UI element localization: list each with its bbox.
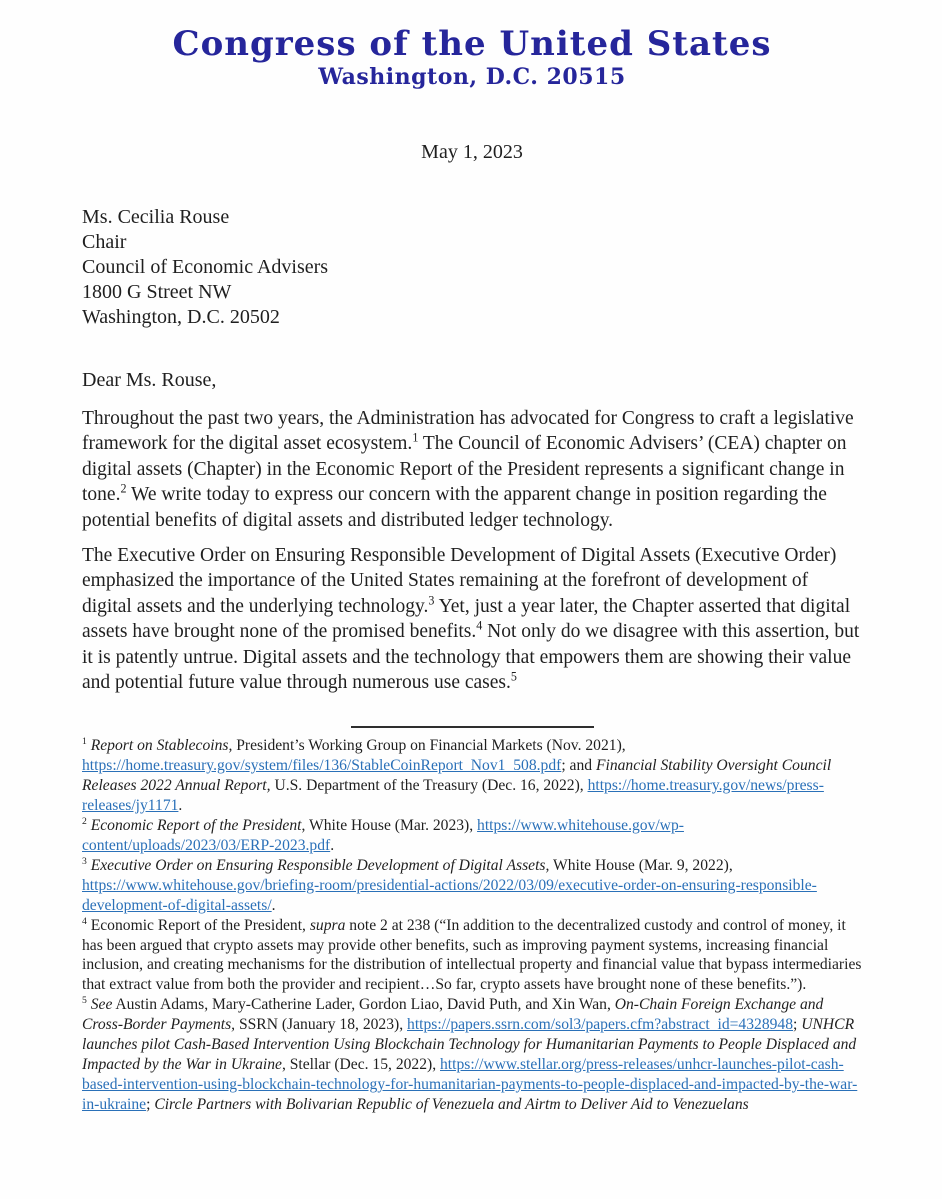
text-run: The Executive Order on Ensuring Responsible Development of Digital Assets (Executive Order) emphasized the importance of the United States remaining at the forefront of development of digital assets and the underlying technology. (82, 545, 837, 617)
italic-text: On-Chain Foreign Exchange and Cross-Border Payments, (82, 996, 824, 1034)
footnote-ref: 3 (82, 855, 87, 867)
footnote-ref: 2 (82, 815, 87, 827)
italic-text: supra (309, 916, 346, 934)
text-run: , White House (Mar. 2023), (301, 817, 478, 835)
italic-text: Circle Partners with Bolivarian Republic of Venezuela and Airtm to Deliver Aid to Venezuelans (154, 1095, 749, 1113)
footnote-ref: 4 (476, 618, 483, 633)
recipient-name: Ms. Cecilia Rouse (82, 206, 230, 228)
text-run: Economic Report of the President, (86, 916, 310, 934)
text-run: Yet, just a year later, the Chapter asserted that digital assets have brought none of the promised benefits. (82, 595, 851, 643)
recipient-title: Chair (82, 231, 127, 253)
text-run: ; (793, 1016, 802, 1034)
body-paragraph-2 (82, 543, 862, 695)
footnote-2 (82, 816, 862, 856)
text-run: The Council of Economic Advisers’ (CEA) chapter on digital assets (Chapter) in the Economic Report of the President represents a significant change in tone. (82, 433, 847, 506)
footnote-1 (82, 736, 862, 816)
hyperlink[interactable]: https://www.whitehouse.gov/briefing-room/presidential-actions/2022/03/09/executive-order-on-ensuring-responsible-development-of-digital-assets/ (82, 876, 817, 914)
footnote-3 (82, 856, 862, 916)
recipient-street: 1800 G Street NW (82, 281, 232, 303)
hyperlink[interactable]: https://www.whitehouse.gov/wp-content/uploads/2023/03/ERP-2023.pdf (82, 817, 684, 854)
hyperlink[interactable]: https://home.treasury.gov/system/files/136/StableCoinReport_Nov1_508.pdf (82, 757, 562, 775)
recipient-city: Washington, D.C. 20502 (82, 306, 280, 328)
hyperlink[interactable]: https://home.treasury.gov/news/press-releases/jy1171 (82, 777, 824, 815)
text-run: ; (146, 1095, 155, 1113)
text-run: note 2 at 238 (“In addition to the decentralized custody and control of money, it has been argued that crypto assets may provide other benefits, such as improving payment systems, increasing financial inclusion, and creating mechanisms for the distribution of intellectual property and financial value that bypass intermediaries that extract value from both the provider and recipient…So far, crypto assets have brought none of these benefits.”). (82, 916, 862, 994)
footnotes-section (82, 736, 862, 1114)
text-run: President’s Working Group on Financial Markets (Nov. 2021), (232, 737, 626, 755)
footnote-ref: 4 (82, 915, 87, 927)
footnote-5 (82, 995, 862, 1114)
text-run: . (330, 837, 335, 854)
hyperlink[interactable]: https://papers.ssrn.com/sol3/papers.cfm?abstract_id=4328948 (407, 1016, 794, 1034)
italic-text: Financial Stability Oversight Council Releases 2022 Annual Report, (82, 757, 832, 795)
footnote-separator (351, 726, 594, 728)
recipient-organization: Council of Economic Advisers (82, 256, 329, 278)
text-run: . (271, 896, 276, 914)
footnote-ref: 1 (82, 736, 87, 748)
letterhead-title: Congress of the United States (172, 24, 772, 64)
footnote-4 (82, 916, 862, 996)
footnote-ref: 1 (412, 430, 419, 445)
text-run: We write today to express our concern with the apparent change in position regarding the potential benefits of digital assets and distributed ledger technology. (82, 484, 827, 531)
italic-text: Economic Report of the President (90, 817, 302, 835)
text-run: Not only do we disagree with this assertion, but it is patently untrue. Digital assets and the technology that empowers them are showing their value and potential future value through numerous use cases. (82, 621, 860, 694)
italic-text: See (90, 996, 113, 1014)
recipient-block (82, 205, 862, 330)
letter-date: May 1, 2023 (421, 141, 523, 163)
body-paragraph-1 (82, 406, 862, 533)
text-run: White House (Mar. 9, 2022), (549, 856, 733, 874)
text-run: . (178, 797, 183, 815)
letterhead-address: Washington, D.C. 20515 (318, 64, 626, 90)
hyperlink[interactable]: https://www.stellar.org/press-releases/unhcr-launches-pilot-cash-based-intervention-using-blockchain-technology-for-humanitarian-payments-to-people-displaced-and-impacted-by-the-war-in-ukraine (82, 1055, 858, 1113)
footnote-ref: 3 (428, 593, 435, 608)
italic-text: UNHCR launches pilot Cash-Based Intervention Using Blockchain Technology for Humanitarian Payments to People Displaced and Impacted by the War in Ukraine (82, 1016, 857, 1073)
text-run: U.S. Department of the Treasury (Dec. 16, 2022), (270, 777, 588, 795)
text-run: Austin Adams, Mary-Catherine Lader, Gordon Liao, David Puth, and Xin Wan, (112, 996, 615, 1014)
italic-text: Report on Stablecoins, (90, 737, 233, 755)
text-run: , Stellar (Dec. 15, 2022), (281, 1055, 440, 1073)
text-run: SSRN (January 18, 2023), (235, 1016, 408, 1034)
footnote-ref: 5 (510, 669, 517, 684)
salutation: Dear Ms. Rouse, (82, 369, 217, 391)
footnote-ref: 5 (82, 995, 87, 1007)
text-run: Throughout the past two years, the Administration has advocated for Congress to craft a legislative framework for the digital asset ecosystem. (82, 408, 854, 455)
text-run: ; and (561, 757, 596, 775)
footnote-ref: 2 (120, 481, 127, 496)
letterhead (82, 0, 862, 91)
italic-text: Executive Order on Ensuring Responsible Development of Digital Assets, (90, 856, 550, 874)
